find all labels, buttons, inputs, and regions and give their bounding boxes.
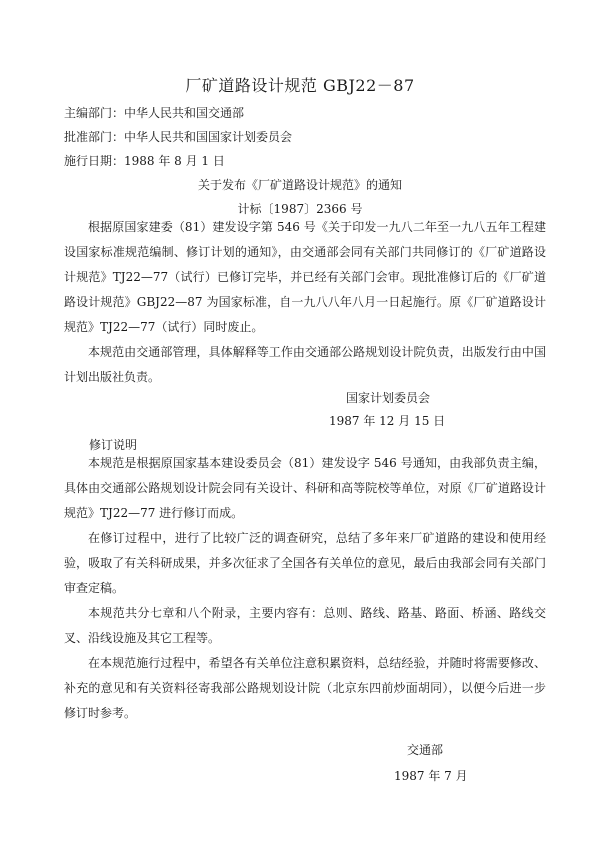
approver-line: 批准部门：中华人民共和国国家计划委员会 (64, 130, 293, 144)
notice-paragraph-1: 根据原国家建委（81）建发设字第 546 号《关于印发一九八二年至一九八五年工程建设国家标准规范编制、修订计划的通知》，由交通部会同有关部门共同修订的《厂矿道路设计规范》TJ22—77（试行）已修订完毕，并已经有关部门会审。现批准修订后的《厂矿道路设计规范》GBJ22—87 为国家标准，自一九八八年八月一日起施行。原《厂矿道路设计规范》TJ22—77（试行）同时废止。 (64, 220, 546, 334)
notice-title: 关于发布《厂矿道路设计规范》的通知 (197, 178, 402, 192)
notice-signer: 国家计划委员会 (346, 391, 431, 405)
revision-paragraph-3: 本规范共分七章和八个附录，主要内容有：总则、路线、路基、路面、桥涵、路线交叉、沿线设施及其它工程等。 (64, 606, 546, 645)
revision-paragraph-1: 本规范是根据原国家基本建设委员会（81）建发设字 546 号通知，由我部负责主编，具体由交通部公路规划设计院会同有关设计、科研和高等院校等单位，对原《厂矿道路设计规范》TJ22—77 进行修订而成。 (64, 456, 546, 520)
editor-line: 主编部门：中华人民共和国交通部 (64, 106, 245, 120)
revision-signer: 交通部 (407, 743, 444, 757)
notice-number: 计标〔1987〕2366 号 (237, 202, 363, 216)
revision-paragraph-2: 在修订过程中，进行了比较广泛的调查研究，总结了多年来厂矿道路的建设和使用经验，吸取了有关科研成果，并多次征求了全国各有关单位的意见，最后由我部会同有关部门审查定稿。 (64, 531, 546, 595)
revision-heading: 修订说明 (89, 438, 138, 452)
revision-date: 1987 年 7 月 (394, 769, 468, 783)
effective-date-line: 施行日期：1988 年 8 月 1 日 (64, 154, 225, 168)
notice-date: 1987 年 12 月 15 日 (329, 414, 446, 428)
document-title: 厂矿道路设计规范 GBJ22－87 (185, 76, 415, 95)
notice-paragraph-2: 本规范由交通部管理，具体解释等工作由交通部公路规划设计院负责，出版发行由中国计划出版社负责。 (64, 345, 546, 384)
revision-paragraph-4: 在本规范施行过程中，希望各有关单位注意积累资料，总结经验，并随时将需要修改、补充的意见和有关资料径寄我部公路规划设计院（北京东四前炒面胡同），以便今后进一步修订时参考。 (64, 656, 546, 720)
